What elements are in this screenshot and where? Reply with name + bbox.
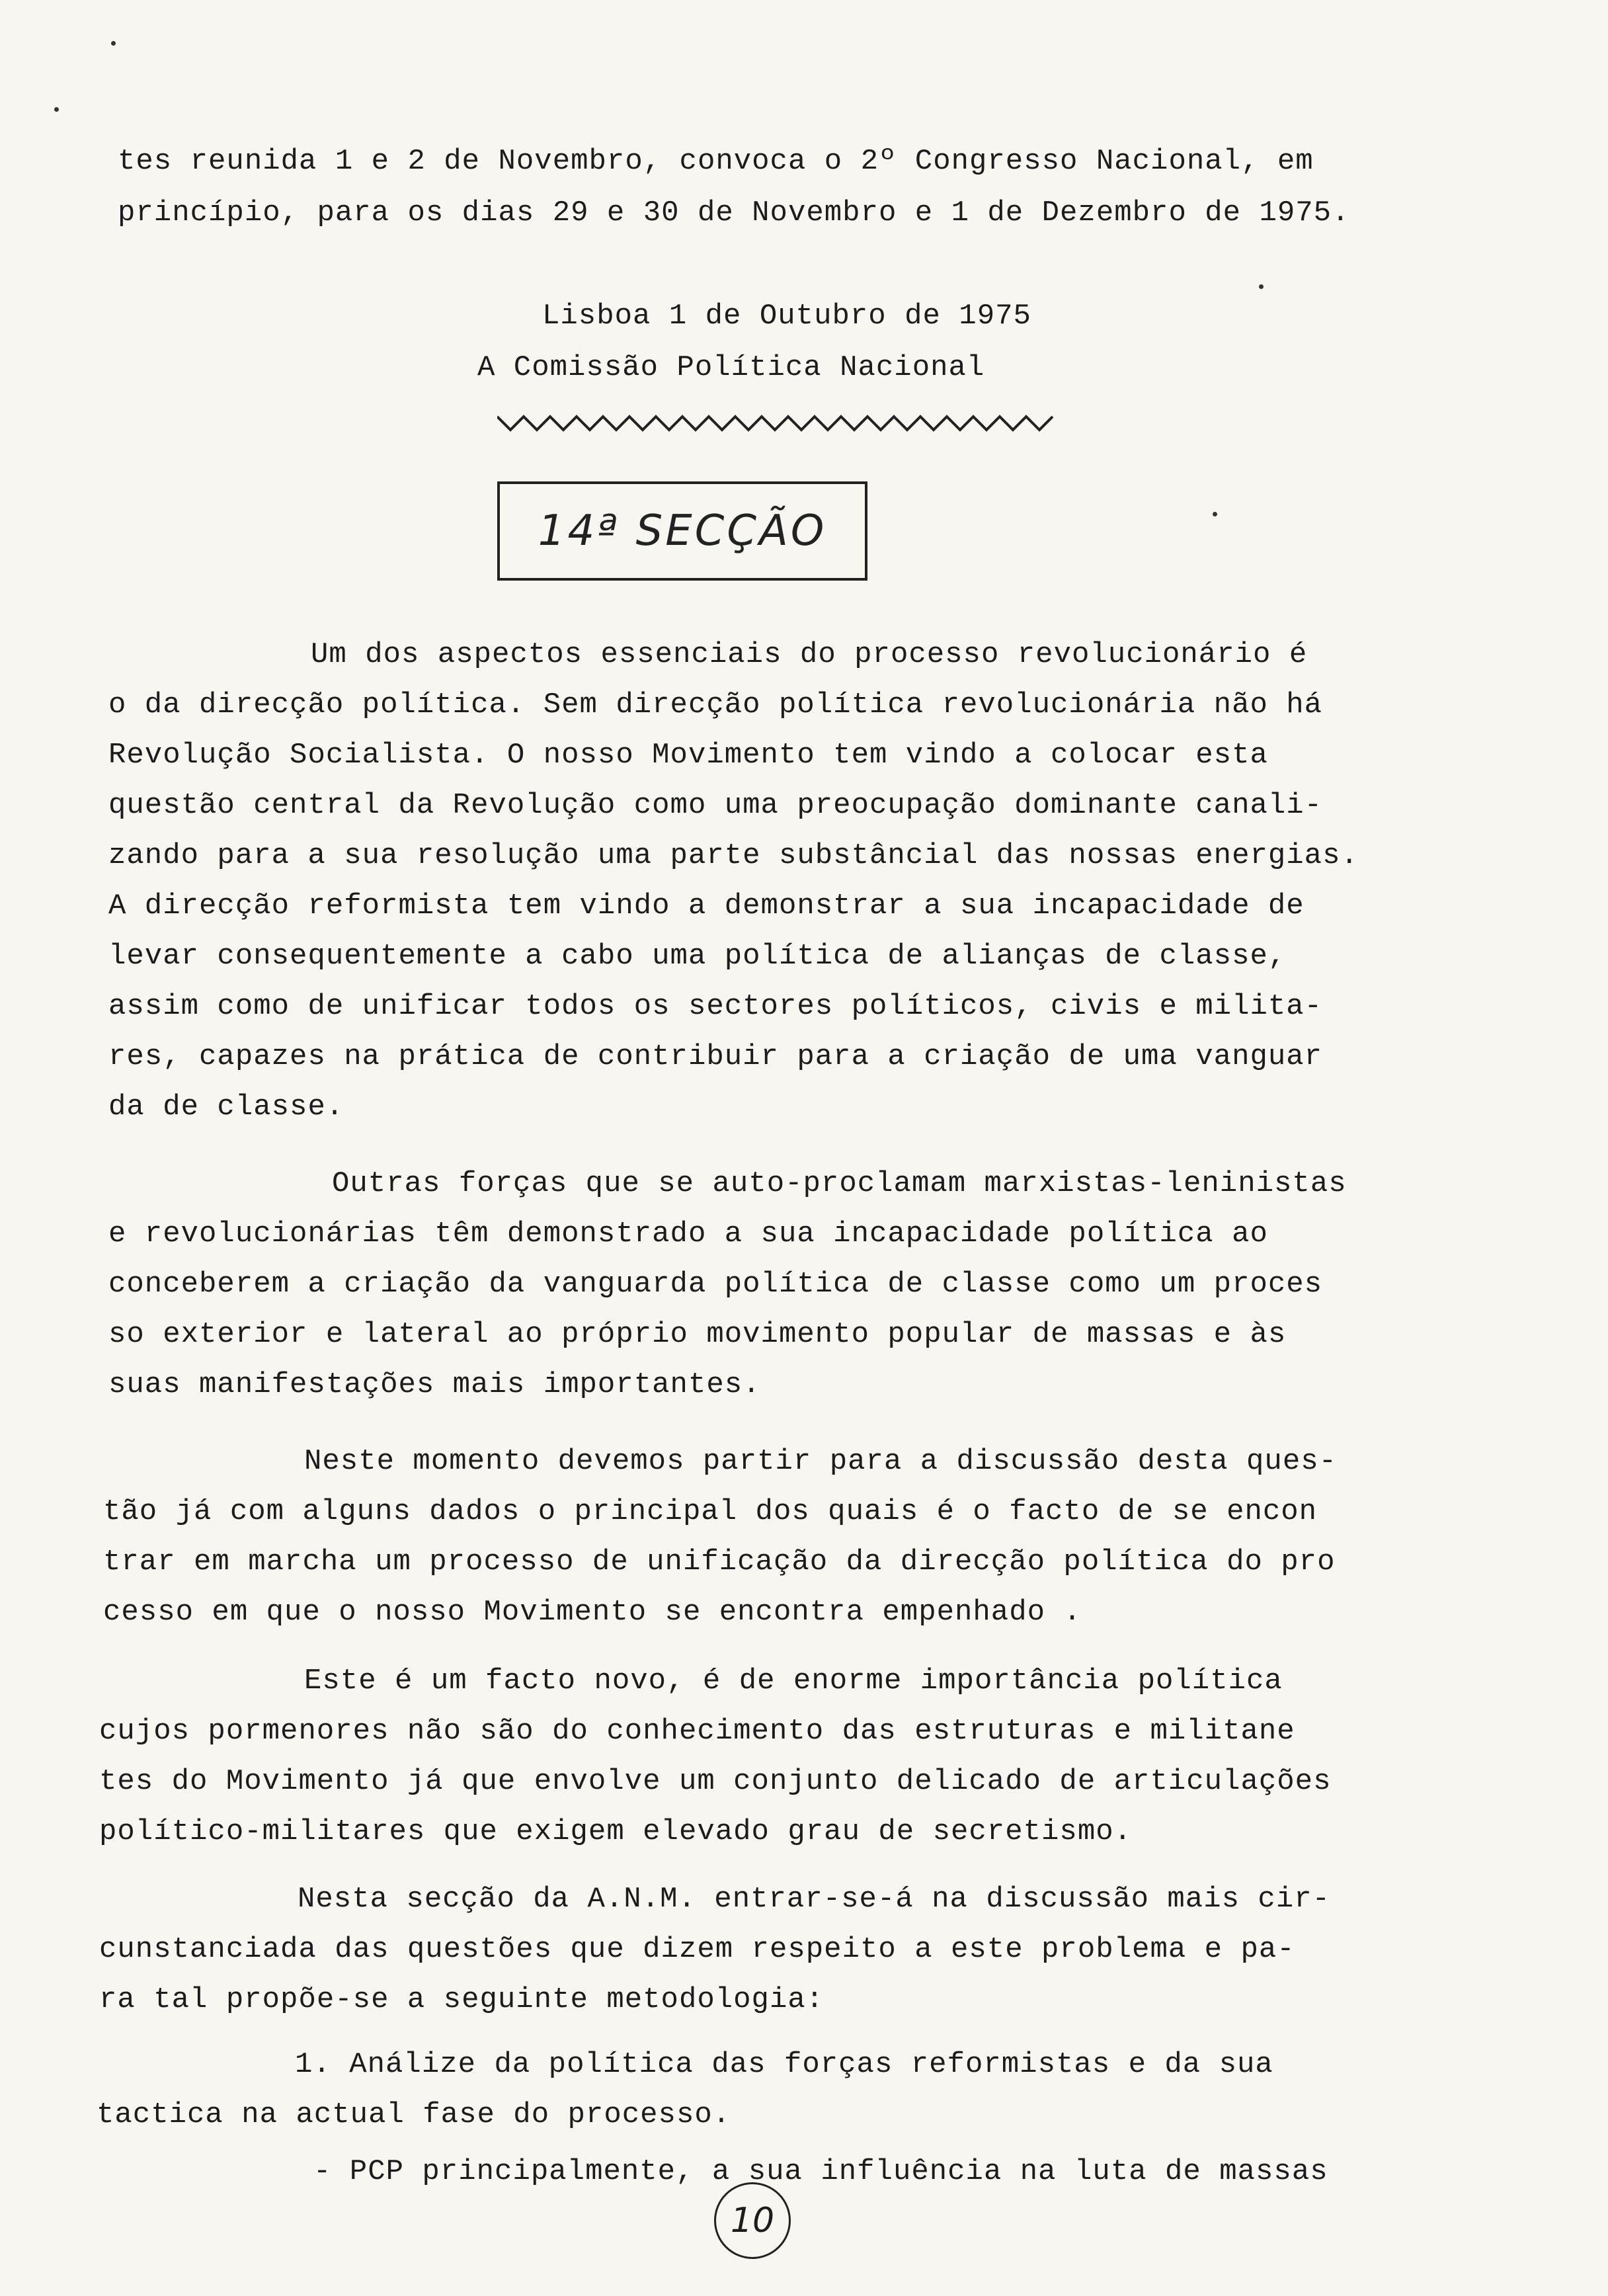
paragraph-1-line-2: o da direcção política. Sem direcção política revolucionária não há	[108, 688, 1323, 721]
paragraph-5-line-1: Nesta secção da A.N.M. entrar-se-á na discussão mais cir-	[298, 1883, 1331, 1916]
paragraph-1-line-9: res, capazes na prática de contribuir para a criação de uma vanguar	[108, 1040, 1323, 1073]
paragraph-6-line-2: tactica na actual fase do processo.	[97, 2098, 731, 2131]
paragraph-1-line-1: Um dos aspectos essenciais do processo revolucionário é	[311, 638, 1308, 671]
paragraph-5-line-3: ra tal propõe-se a seguinte metodologia:	[99, 1983, 824, 2016]
scan-speck	[111, 41, 116, 46]
page-number: 10	[730, 2201, 775, 2240]
paragraph-5-line-2: cunstanciada das questões que dizem respeito a este problema e pa-	[99, 1933, 1295, 1966]
paragraph-1-line-8: assim como de unificar todos os sectores políticos, civis e milita-	[108, 990, 1323, 1023]
handwritten-squiggle	[497, 403, 1079, 443]
paragraph-3-line-3: trar em marcha um processo de unificação da direcção política do pro	[103, 1545, 1336, 1578]
paragraph-1-line-4: questão central da Revolução como uma preocupação dominante canali-	[108, 789, 1323, 822]
section-heading-box	[497, 481, 867, 581]
header-line-2: princípio, para os dias 29 e 30 de Novembro e 1 de Dezembro de 1975.	[118, 196, 1350, 229]
paragraph-1-line-3: Revolução Socialista. O nosso Movimento tem vindo a colocar esta	[108, 739, 1268, 772]
scan-speck	[54, 107, 59, 112]
header-line-1: tes reunida 1 e 2 de Novembro, convoca o 2º Congresso Nacional, em	[118, 145, 1314, 178]
paragraph-3-line-1: Neste momento devemos partir para a discussão desta ques-	[304, 1445, 1338, 1478]
paragraph-1-line-7: levar consequentemente a cabo uma política de alianças de classe,	[108, 940, 1287, 973]
paragraph-2-line-2: e revolucionárias têm demonstrado a sua incapacidade política ao	[108, 1217, 1268, 1250]
scan-speck	[1259, 284, 1264, 289]
scan-speck	[1213, 512, 1217, 516]
signature-place-date: Lisboa 1 de Outubro de 1975	[542, 300, 1031, 333]
paragraph-1-line-6: A direcção reformista tem vindo a demonstrar a sua incapacidade de	[108, 889, 1305, 922]
paragraph-4-line-4: político-militares que exigem elevado grau de secretismo.	[99, 1815, 1133, 1848]
paragraph-3-line-2: tão já com alguns dados o principal dos quais é o facto de se encon	[103, 1495, 1318, 1528]
paragraph-6-line-1: 1. Análize da política das forças reformistas e da sua	[295, 2048, 1273, 2081]
paragraph-1-line-5: zando para a sua resolução uma parte substâncial das nossas energias.	[108, 839, 1359, 872]
signature-body: A Comissão Política Nacional	[477, 351, 985, 384]
paragraph-4-line-3: tes do Movimento já que envolve um conjunto delicado de articulações	[99, 1765, 1332, 1798]
paragraph-1-line-10: da de classe.	[108, 1090, 344, 1124]
paragraph-4-line-2: cujos pormenores não são do conhecimento das estruturas e militane	[99, 1715, 1295, 1748]
paragraph-4-line-1: Este é um facto novo, é de enorme importância política	[304, 1664, 1283, 1698]
page-number-circle	[714, 2182, 791, 2259]
section-title: 14ª SECÇÃO	[538, 507, 827, 555]
paragraph-2-line-1: Outras forças que se auto-proclamam marxistas-leninistas	[332, 1167, 1347, 1200]
paragraph-2-line-5: suas manifestações mais importantes.	[108, 1368, 761, 1401]
paragraph-2-line-3: conceberem a criação da vanguarda política de classe como um proces	[108, 1268, 1323, 1301]
paragraph-2-line-4: so exterior e lateral ao próprio movimento popular de massas e às	[108, 1318, 1287, 1351]
paragraph-3-line-4: cesso em que o nosso Movimento se encontra empenhado .	[103, 1596, 1082, 1629]
list-item-pcp: - PCP principalmente, a sua influência na luta de massas	[313, 2155, 1328, 2188]
